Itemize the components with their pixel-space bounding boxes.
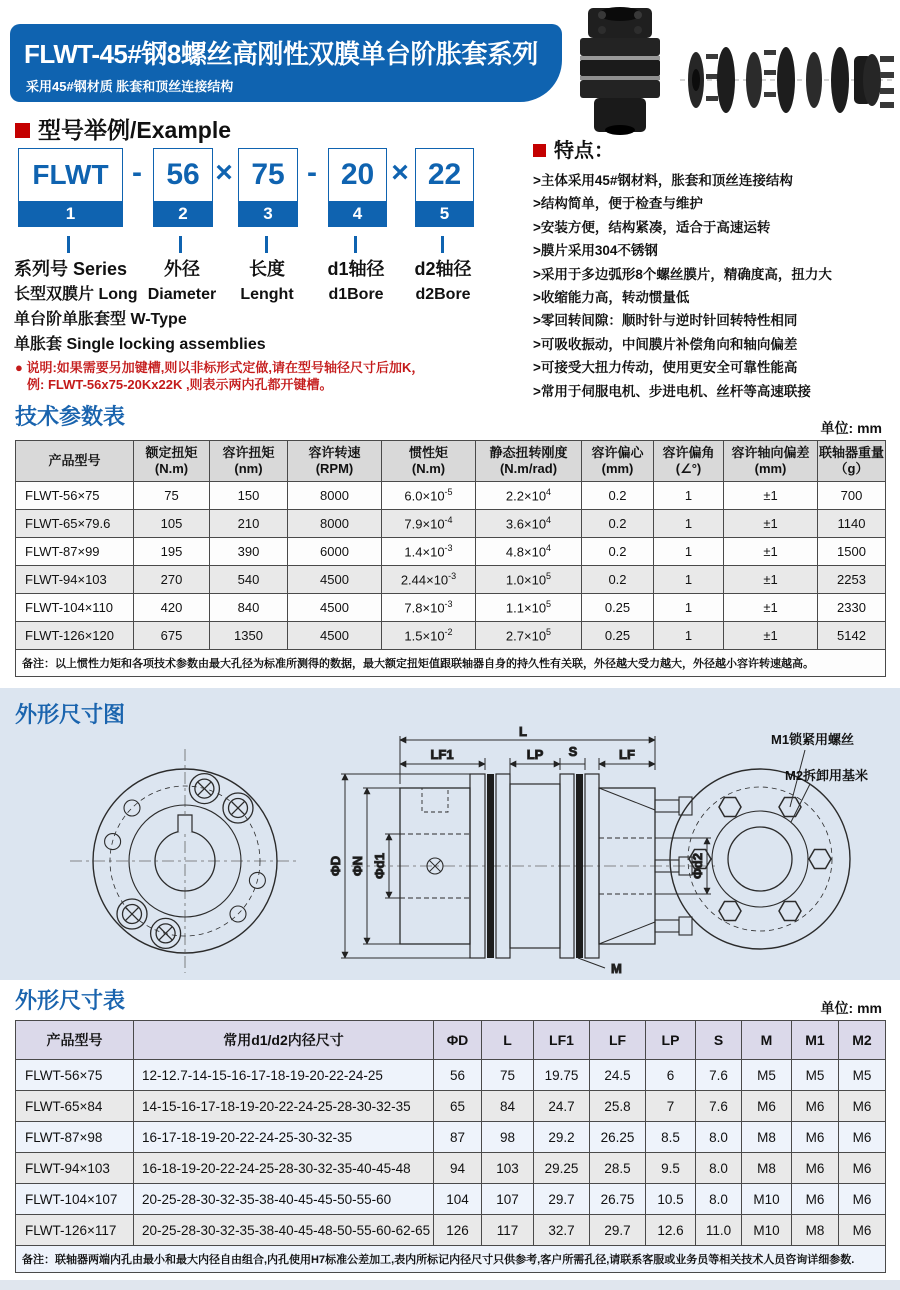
cell: 2330 [818,594,886,622]
page-title: FLWT-45#钢8螺丝高刚性双膜单台阶胀套系列 [24,39,538,69]
label-line: Diameter [147,286,217,303]
table1-note: 备注：以上惯性力矩和各项技术参数由最大孔径为标准所测得的数据，最大额定扭矩值跟联轴器自身的持久性有关联，外径越大受力越大，外径越小容许转速越高。 [16,650,886,677]
feature-item: >可吸收振动，中间膜片补偿角向和轴向偏差 [533,336,798,352]
cell: 270 [134,566,210,594]
features-heading [533,134,897,163]
cell: 390 [210,538,288,566]
cell: M8 [742,1122,792,1153]
cell: $4.8\times 10^4$ [476,538,582,566]
feature-item: >主体采用45#钢材料，胀套和顶丝连接结构 [533,173,793,188]
cell: M6 [792,1091,839,1122]
model-separator: - [132,156,142,189]
model-box-number: 4 [329,201,386,226]
cell: $1.0\times 10^5$ [476,566,582,594]
keyway-note-line2: 例: FLWT-56x75-20Kx22K ,则表示两内孔都开键槽。 [27,377,333,392]
col-header: 容许偏角 (∠°) [654,441,724,482]
unit-label-table2: 单位: mm [820,1000,882,1016]
table-note-row [16,650,886,677]
model-box-value: 75 [251,158,285,191]
dim-label-phiD: ΦD [328,855,343,877]
cell-model: FLWT-104×107 [16,1184,134,1215]
cell: M6 [839,1153,886,1184]
cell-model: FLWT-126×120 [16,622,134,650]
cell: 1140 [818,510,886,538]
leader-tick [67,236,70,253]
cell: 4500 [288,566,382,594]
cell: 0.2 [582,538,654,566]
red-square-bullet-icon [15,123,30,138]
cell: 11.0 [696,1215,742,1246]
callout-M1-lock-screw: M1锁紧用螺丝 [771,732,855,747]
cell: ±1 [724,622,818,650]
cell: 65 [434,1091,482,1122]
cell: 12.6 [646,1215,696,1246]
dim-label-phiN: ΦN [350,855,365,877]
col-header: LF [590,1021,646,1060]
col-header: 静态扭转刚度 (N.m/rad) [476,441,582,482]
cell: ±1 [724,510,818,538]
model-separator: - [307,156,317,189]
table-row [16,1122,886,1153]
table-row [16,1060,886,1091]
dim-label-LF: LF [619,747,635,762]
col-header: L [482,1021,534,1060]
cell: 0.2 [582,482,654,510]
model-box-value: 56 [166,158,200,191]
dimension-table [15,1020,886,1273]
cell: 29.7 [534,1184,590,1215]
model-box-number: 2 [154,201,212,226]
model-box-d1bore [328,148,387,227]
col-header: 容许轴向偏差 (mm) [724,441,818,482]
cell: 4500 [288,594,382,622]
cell: 25.8 [590,1091,646,1122]
model-box-value: 20 [340,158,375,191]
cell: 29.2 [534,1122,590,1153]
cell: 98 [482,1122,534,1153]
example-heading-text: 型号举例/Example [38,117,231,143]
cell: 1 [654,538,724,566]
label-diameter [137,257,227,307]
feature-item: >零回转间隙：顺时针与逆时针回转特性相同 [533,313,798,329]
product-photo-assembled [570,4,670,136]
cell: 26.25 [590,1122,646,1153]
table-row [16,510,886,538]
label-line: 系列号 Series [14,259,128,279]
cell: ±1 [724,482,818,510]
section-heading-dim-figure: 外形尺寸图 [15,702,126,727]
dim-label-phid2: Φd2 [690,853,705,879]
cell-model: FLWT-126×117 [16,1215,134,1246]
cell: $7.8\times 10^{-3}$ [382,594,476,622]
cell: 104 [434,1184,482,1215]
cell: $1.4\times 10^{-3}$ [382,538,476,566]
cell: ±1 [724,538,818,566]
col-header: M [742,1021,792,1060]
leader-tick [265,236,268,253]
tech-params-table [15,440,886,677]
col-header: 额定扭矩 (N.m) [134,441,210,482]
cell: 9.5 [646,1153,696,1184]
cell: $7.9\times 10^{-4}$ [382,510,476,538]
keyway-note [15,359,424,393]
model-separator: × [215,156,233,189]
cell: $6.0\times 10^{-5}$ [382,482,476,510]
cell: 105 [134,510,210,538]
col-header: M2 [839,1021,886,1060]
cell-model: FLWT-56×75 [16,1060,134,1091]
col-header: 容许转速 (RPM) [288,441,382,482]
cell: $2.44\times 10^{-3}$ [382,566,476,594]
cell: 29.25 [534,1153,590,1184]
product-photo-exploded [678,30,896,130]
col-header: ΦD [434,1021,482,1060]
feature-item: >采用于多边弧形8个螺丝膜片，精确度高，扭力大 [533,266,832,282]
label-line: d1轴径 [327,259,385,279]
model-box-value: FLWT [32,159,109,190]
cell-model: FLWT-87×99 [16,538,134,566]
cell: 1 [654,566,724,594]
feature-item: >常用于伺服电机、步进电机、丝杆等高速联接 [533,383,811,399]
col-header: 常用d1/d2内径尺寸 [134,1021,434,1060]
cell: 0.2 [582,566,654,594]
col-header: LF1 [534,1021,590,1060]
cell: M6 [839,1215,886,1246]
table2-note: 备注：联轴器两端内孔由最小和最大内径自由组合,内孔使用H7标准公差加工,表内所标记内径尺寸只供参考,客户所需孔径,请联系客服或业务员等相关技术人员咨询详细参数. [16,1246,886,1273]
label-line: d2Bore [415,286,471,303]
cell: 195 [134,538,210,566]
cell: 6000 [288,538,382,566]
features-heading-text: 特点： [554,140,614,162]
cell: 8.5 [646,1122,696,1153]
cell: 0.25 [582,594,654,622]
label-line: d2轴径 [414,259,472,279]
cell: M6 [792,1184,839,1215]
model-box-series [18,148,123,227]
cell: 210 [210,510,288,538]
cell: $3.6\times 10^4$ [476,510,582,538]
table-header-row [16,1021,886,1060]
col-header: 容许扭矩 (nm) [210,441,288,482]
cell: 540 [210,566,288,594]
cell: 7.6 [696,1091,742,1122]
cell-model: FLWT-94×103 [16,566,134,594]
keyway-note-line1: ● 说明:如果需要另加键槽,则以非标形式定做,请在型号轴径尺寸后加K， [15,360,425,375]
page-subtitle: 采用45#钢材质 胀套和顶丝连接结构 [26,79,234,94]
col-header: 联轴器重量 （g） [818,441,886,482]
cell: 1 [654,594,724,622]
cell-model: FLWT-94×103 [16,1153,134,1184]
front-view-left [70,749,300,973]
cell: 4500 [288,622,382,650]
cell: 1 [654,622,724,650]
callout-M2-release-setscrew: M2拆卸用基米 [785,768,869,783]
dim-label-M: M [611,961,622,974]
cell: M5 [792,1060,839,1091]
table-row [16,566,886,594]
cell: $2.7\times 10^5$ [476,622,582,650]
model-box-value: 22 [427,158,462,191]
cell: M5 [742,1060,792,1091]
cell: M10 [742,1215,792,1246]
label-line: 单胀套 Single locking assemblies [14,336,266,353]
leader-tick [354,236,357,253]
cell: 6 [646,1060,696,1091]
model-box-length [238,148,298,227]
red-square-bullet-icon [533,144,546,157]
leader-tick [441,236,444,253]
cell: 126 [434,1215,482,1246]
cell: 840 [210,594,288,622]
cell: 107 [482,1184,534,1215]
label-line: Lenght [240,286,294,303]
label-length [222,257,312,307]
label-line: d1Bore [328,286,384,303]
table-row [16,1153,886,1184]
dim-label-phid1: Φd1 [372,853,387,879]
cell: 103 [482,1153,534,1184]
col-header: M1 [792,1021,839,1060]
cell: 84 [482,1091,534,1122]
cell: M6 [792,1122,839,1153]
model-box-number: 3 [239,201,297,226]
cell: 8.0 [696,1153,742,1184]
cell: M5 [839,1060,886,1091]
cell-bores: 20-25-28-30-32-35-38-40-45-48-50-55-60-62-65 [134,1215,434,1246]
cell: 2253 [818,566,886,594]
model-separator: × [391,156,409,189]
table-row [16,1215,886,1246]
cell: 8.0 [696,1122,742,1153]
cell: 87 [434,1122,482,1153]
cell: $1.5\times 10^{-2}$ [382,622,476,650]
title-banner [10,24,562,102]
cell: M8 [792,1215,839,1246]
section-heading-example [15,112,231,145]
col-header: 产品型号 [16,441,134,482]
cell: 420 [134,594,210,622]
table-row [16,1091,886,1122]
cell: 32.7 [534,1215,590,1246]
cell: $2.2\times 10^4$ [476,482,582,510]
feature-item: >收缩能力高，转动惯量低 [533,290,690,306]
cell: $1.1\times 10^5$ [476,594,582,622]
table-row [16,482,886,510]
feature-item: >可接受大扭力传动，使用更安全可靠性能高 [533,360,798,376]
label-d1bore [311,257,401,307]
label-line: 外径 [164,259,200,279]
table-row [16,594,886,622]
cell: 8000 [288,510,382,538]
leader-tick [179,236,182,253]
cell: 150 [210,482,288,510]
cell: 1 [654,482,724,510]
page-bottom-strip [0,1280,900,1290]
cell: M6 [742,1091,792,1122]
cell-model: FLWT-65×79.6 [16,510,134,538]
table-note-row [16,1246,886,1273]
cell-model: FLWT-56×75 [16,482,134,510]
cell-bores: 12-12.7-14-15-16-17-18-19-20-22-24-25 [134,1060,434,1091]
dim-label-LF1: LF1 [430,747,454,762]
cell: 5142 [818,622,886,650]
model-box-d2bore [415,148,474,227]
dim-label-S: S [568,744,578,759]
section-view-middle [328,726,715,974]
cell: 24.7 [534,1091,590,1122]
model-box-number: 5 [416,201,473,226]
table-row [16,538,886,566]
cell-bores: 16-18-19-20-22-24-25-28-30-32-35-40-45-48 [134,1153,434,1184]
label-line: 长型双膜片 Long [14,286,138,303]
table-row [16,622,886,650]
cell: M6 [839,1122,886,1153]
col-header: S [696,1021,742,1060]
cell: 8000 [288,482,382,510]
cell: M6 [839,1184,886,1215]
model-box-number: 1 [19,201,122,226]
cell: M6 [839,1091,886,1122]
cell: 1 [654,510,724,538]
features-panel [533,134,897,403]
cell-model: FLWT-87×98 [16,1122,134,1153]
cell: 26.75 [590,1184,646,1215]
front-view-right [670,732,868,949]
cell: 94 [434,1153,482,1184]
cell: M8 [742,1153,792,1184]
cell: 19.75 [534,1060,590,1091]
cell: 7.6 [696,1060,742,1091]
cell: M6 [792,1153,839,1184]
cell-bores: 14-15-16-17-18-19-20-22-24-25-28-30-32-35 [134,1091,434,1122]
cell: ±1 [724,594,818,622]
cell-model: FLWT-104×110 [16,594,134,622]
dim-label-L: L [519,726,527,739]
model-box-diameter [153,148,213,227]
cell: 675 [134,622,210,650]
cell: 8.0 [696,1184,742,1215]
table-header-row [16,441,886,482]
feature-item: >安装方便，结构紧凑，适合于高速运转 [533,219,771,235]
cell: 0.2 [582,510,654,538]
cell: 1500 [818,538,886,566]
cell: 56 [434,1060,482,1091]
section-heading-dim-table: 外形尺寸表 [15,988,126,1013]
cell: 7 [646,1091,696,1122]
cell: 29.7 [590,1215,646,1246]
cell: M10 [742,1184,792,1215]
cell: 10.5 [646,1184,696,1215]
unit-label-table1: 单位: mm [820,420,882,436]
feature-item: >结构简单，便于检查与维护 [533,196,703,212]
col-header: 产品型号 [16,1021,134,1060]
cell: ±1 [724,566,818,594]
col-header: 容许偏心 (mm) [582,441,654,482]
feature-item: >膜片采用304不锈钢 [533,243,658,259]
col-header: LP [646,1021,696,1060]
label-d2bore [398,257,488,307]
dimension-drawing [15,726,885,974]
cell-bores: 20-25-28-30-32-35-38-40-45-45-50-55-60 [134,1184,434,1215]
cell: 0.25 [582,622,654,650]
label-line: 单台阶单胀套型 W-Type [14,311,187,328]
cell: 117 [482,1215,534,1246]
cell: 24.5 [590,1060,646,1091]
cell: 700 [818,482,886,510]
cell: 75 [482,1060,534,1091]
table-row [16,1184,886,1215]
cell-bores: 16-17-18-19-20-22-24-25-30-32-35 [134,1122,434,1153]
cell: 28.5 [590,1153,646,1184]
section-heading-tech-params: 技术参数表 [15,404,126,429]
label-line: 长度 [249,259,285,279]
col-header: 惯性矩 (N.m) [382,441,476,482]
cell: 75 [134,482,210,510]
cell-model: FLWT-65×84 [16,1091,134,1122]
cell: 1350 [210,622,288,650]
dim-label-LP: LP [526,747,544,762]
